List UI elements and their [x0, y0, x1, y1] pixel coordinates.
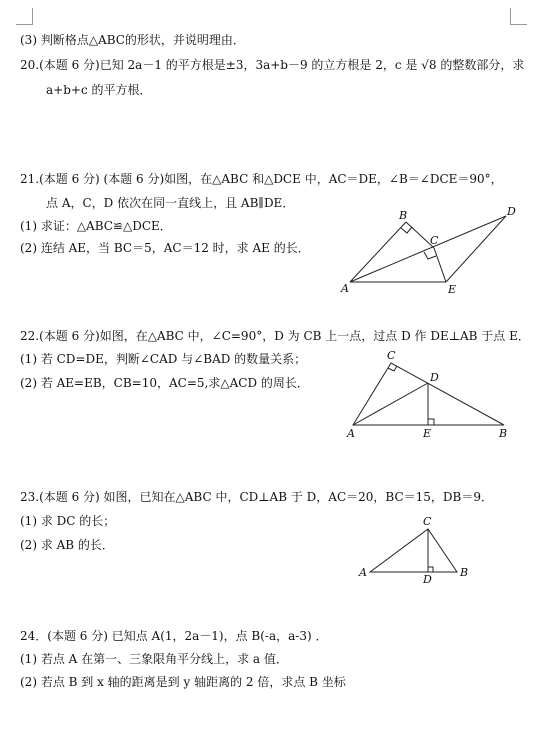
q22-label-D: D [430, 371, 439, 384]
q24-part1: (1) 若点 A 在第一、三象限角平分线上，求 a 值． [20, 652, 288, 666]
q23-right-angle-D [428, 567, 433, 572]
q21-line1: 21.(本题 6 分) (本题 6 分)如图，在△ABC 和△DCE 中，AC＝DE，∠B＝∠DCE＝90°， [20, 172, 503, 186]
q23-label-C: C [423, 515, 432, 528]
q23-label-A: A [359, 566, 367, 579]
q20-line2: a+b+c 的平方根． [46, 83, 152, 97]
q23-triangle-ABC [370, 529, 457, 572]
q22-part1: (1) 若 CD=DE，判断∠CAD 与∠BAD 的数量关系； [20, 352, 307, 366]
q21-label-E: E [448, 283, 457, 296]
q21-label-A: A [341, 282, 349, 295]
q20-line1: 20.(本题 6 分)已知 2a－1 的平方根是±3，3a+b－9 的立方根是 2，c 是 √8 的整数部分，求 [20, 58, 525, 72]
q21-label-B: B [399, 209, 408, 222]
q21-line2: 点 A，C，D 依次在同一直线上，且 AB∥DE． [46, 196, 295, 210]
q21-label-D: D [507, 205, 516, 218]
q23-line1: 23.(本题 6 分) 如图，已知在△ABC 中，CD⊥AB 于 D，AC＝20，BC＝15，DB＝9． [20, 490, 493, 504]
q21-part1: (1) 求证：△ABC≌△DCE． [20, 219, 172, 233]
q23-label-B: B [460, 566, 469, 579]
q23-label-D: D [423, 573, 432, 586]
q23-part1: (1) 求 DC 的长； [20, 514, 116, 528]
q22-label-A: A [347, 427, 355, 440]
q19-part3: (3) 判断格点△ABC的形状，并说明理由． [20, 33, 245, 47]
q22-label-E: E [423, 427, 432, 440]
q21-part2: (2) 连结 AE，当 BC＝5，AC＝12 时，求 AE 的长． [20, 241, 310, 255]
q21-label-C: C [430, 234, 439, 247]
q22-line1: 22.(本题 6 分)如图，在△ABC 中，∠C=90°，D 为 CB 上一点，过点 D 作 DE⊥AB 于点 E． [20, 329, 530, 343]
q22-label-C: C [387, 349, 396, 362]
q22-part2: (2) 若 AE=EB，CB=10，AC=5,求△ACD 的周长． [20, 376, 309, 390]
q24-line1: 24．(本题 6 分) 已知点 A(1，2a－1)，点 B(-a，a-3) ． [20, 629, 328, 643]
q22-label-B: B [499, 427, 508, 440]
q24-part2: (2) 若点 B 到 x 轴的距离是到 y 轴距离的 2 倍，求点 B 坐标 [20, 675, 346, 689]
q23-part2: (2) 求 AB 的长． [20, 538, 114, 552]
